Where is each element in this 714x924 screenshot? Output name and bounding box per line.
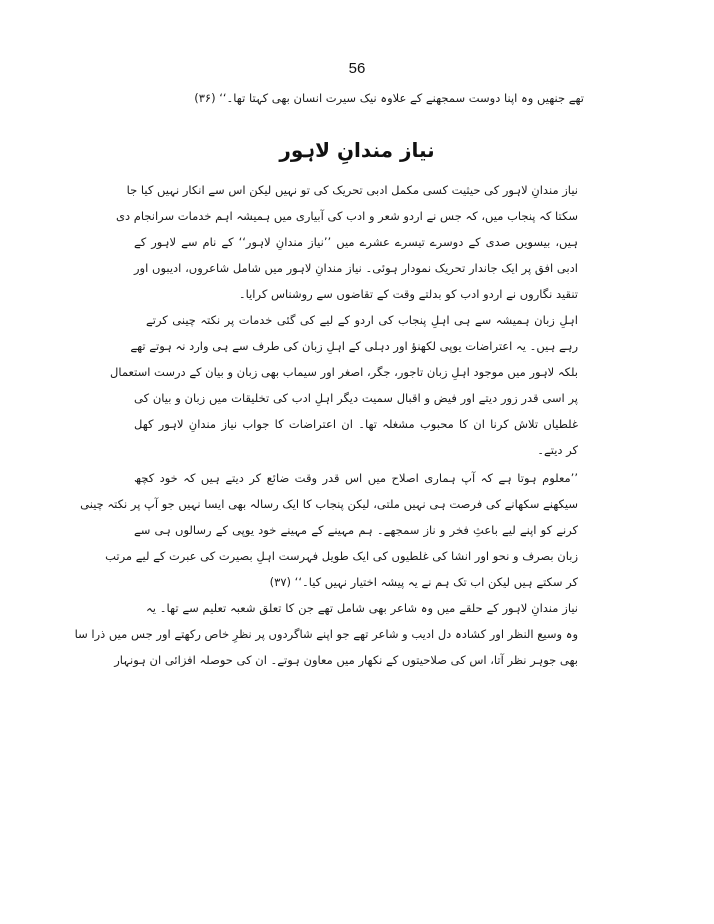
text-line: بھی جوہر نظر آتا، اس کی صلاحیتوں کے نکھار میں معاون ہوتے۔ ان کی حوصلہ افزائی ان ہونہار bbox=[114, 653, 578, 667]
text-line: غلطیاں تلاش کرنا ان کا محبوب مشغلہ تھا۔ ان اعتراضات کا جواب نیاز مندانِ لاہور کھل bbox=[134, 417, 578, 431]
text-line: وہ وسیع النظر اور کشادہ دل ادیب و شاعر تھے جو اپنے شاگردوں پر نظرِ خاص رکھتے اور جس میں ذرا سا bbox=[74, 627, 578, 641]
text-line: تھے جنھیں وہ اپنا دوست سمجھنے کے علاوہ نیک سیرت انسان بھی کہتا تھا۔‘‘ (۳۶) bbox=[194, 91, 584, 105]
text-line: ہیں، بیسویں صدی کے دوسرے تیسرے عشرے میں ’’نیاز مندانِ لاہور‘‘ کے نام سے لاہور کے bbox=[134, 235, 578, 249]
text-line: تنقید نگاروں نے اردو ادب کو بدلتے وقت کے تقاضوں سے روشناس کرایا۔ bbox=[238, 287, 578, 301]
text-line: پر اسی قدر زور دیتے اور فیض و اقبال سمیت دیگر اہلِ ادب کی تخلیقات میں زبان و بیان کی bbox=[134, 391, 578, 405]
text-line: بلکہ لاہور میں موجود اہلِ زبان تاجور، جگر، اصغر اور سیماب بھی زبان و بیان کے درست استعمال bbox=[110, 365, 578, 379]
text-line: سیکھنے سکھانے کی فرصت ہی نہیں ملتی، لیکن پنجاب کا ایک رسالہ بھی ایسا نہیں جو آپ پر نکتہ چینی bbox=[80, 497, 578, 511]
text-line: ادبی افق پر ایک جاندار تحریک نمودار ہوئی۔ نیاز مندانِ لاہور میں شامل شاعروں، ادیبوں اور bbox=[134, 261, 578, 275]
text-line: نیاز مندانِ لاہور کے حلقے میں وہ شاعر بھی شامل تھے جن کا تعلق شعبہ تعلیم سے تھا۔ یہ bbox=[146, 601, 578, 615]
text-line: کر دیتے۔ bbox=[537, 443, 578, 457]
text-line: نیاز مندانِ لاہور کی حیثیت کسی مکمل ادبی تحریک کی تو نہیں لیکن اس سے انکار نہیں کیا جا bbox=[126, 183, 578, 197]
text-line: ’’معلوم ہوتا ہے کہ آپ ہماری اصلاح میں اس قدر وقت ضائع کر دیتے ہیں کہ خود کچھ bbox=[134, 471, 578, 485]
text-line: کر سکتے ہیں لیکن اب تک ہم نے یہ پیشہ اختیار نہیں کیا۔‘‘ (۳۷) bbox=[269, 575, 578, 589]
text-line: زبان بصرف و نحو اور انشا کی غلطیوں کی ایک طویل فہرست اہلِ بصیرت کی عبرت کے لیے مرتب bbox=[105, 549, 578, 563]
page-number: 56 bbox=[348, 60, 366, 77]
section-heading: نیاز مندانِ لاہور bbox=[279, 138, 435, 162]
text-line: سکتا کہ پنجاب میں، کہ جس نے اردو شعر و ادب کی آبیاری میں ہمیشہ اہم خدمات سرانجام دی bbox=[115, 209, 578, 223]
text-line: اہلِ زبان ہمیشہ سے ہی اہلِ پنجاب کی اردو کے لیے کی گئی خدمات پر نکتہ چینی کرتے bbox=[146, 313, 578, 327]
text-line: کرنے کو اپنے لیے باعثِ فخر و ناز سمجھے۔ ہم مہینے کے مہینے خود یوپی کے رسالوں ہی سے bbox=[134, 523, 578, 537]
text-line: رہے ہیں۔ یہ اعتراضات یوپی لکھنؤ اور دہلی کے اہلِ زبان کی طرف سے ہی وارد نہ ہوتے تھے bbox=[130, 339, 578, 353]
